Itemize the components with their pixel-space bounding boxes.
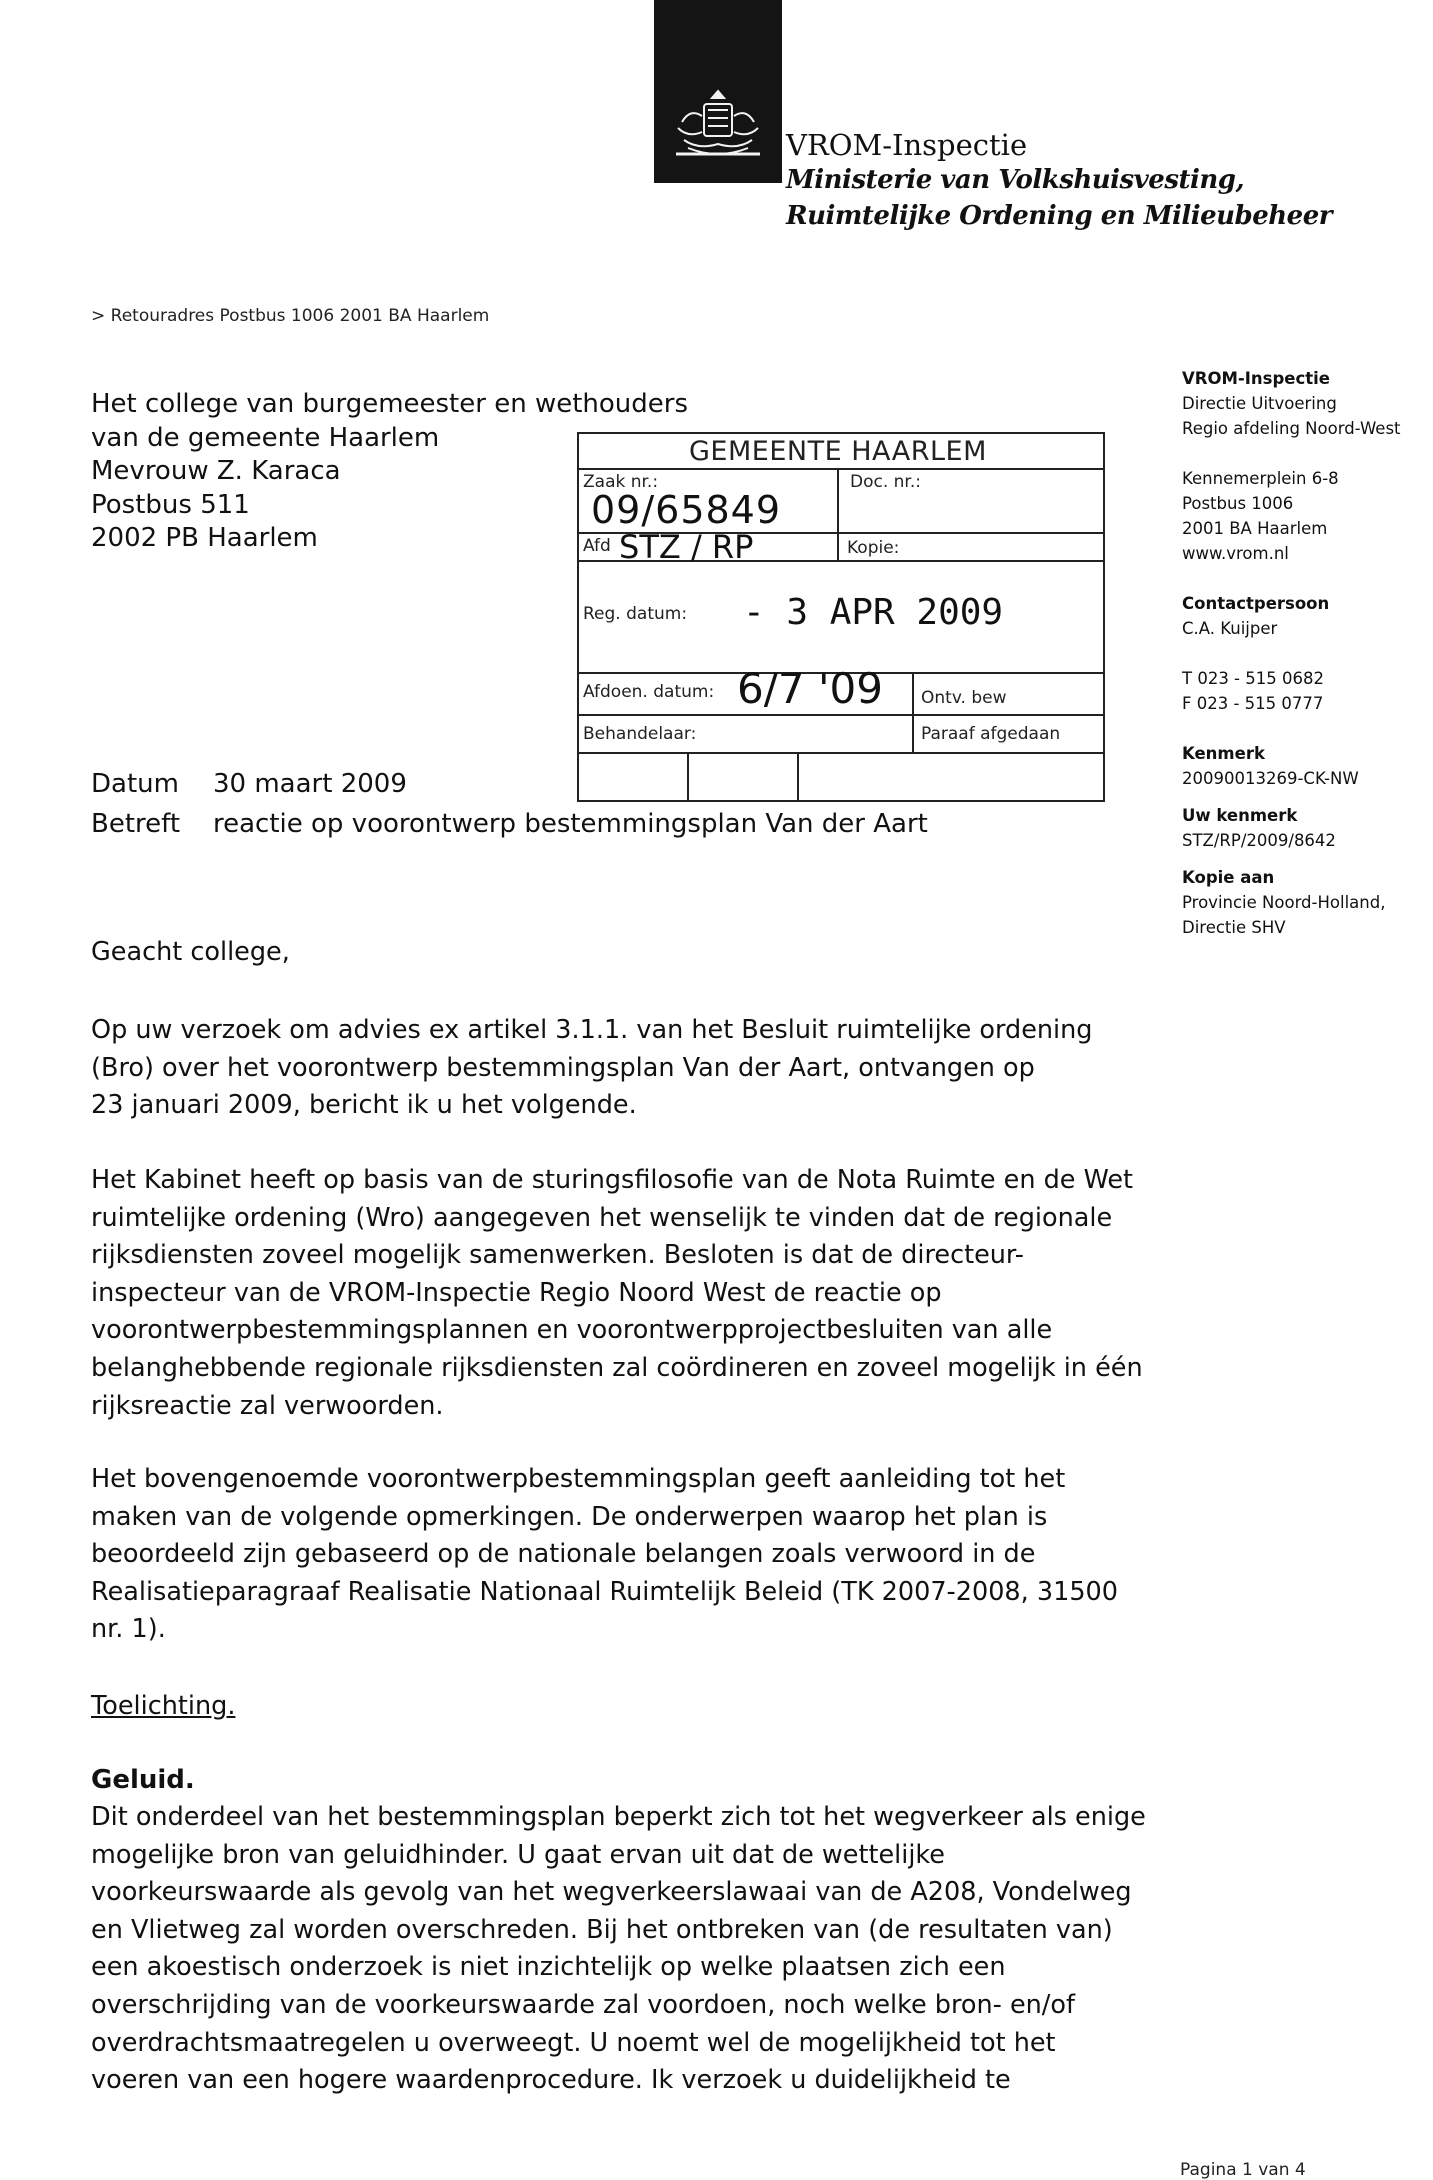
salutation: Geacht college, [91,937,290,967]
ministry-line2: Ruimtelijke Ordening en Milieubeheer [786,201,1332,231]
contact-label: Contactpersoon [1182,594,1330,613]
paragraph-3 [91,1461,1151,1649]
org-name: VROM-Inspectie [786,128,1028,162]
kopie-label: Kopie aan [1182,868,1275,887]
stamp-afd-label: Afd [583,536,611,556]
ministry-block [786,128,1332,234]
text-line: Realisatieparagraaf Realisatie Nationaal Ruimtelijk Beleid (TK 2007-2008, 31500 [91,1576,1118,1607]
recipient-line: Mevrouw Z. Karaca [91,456,341,486]
text-line: rijksdiensten zoveel mogelijk samenwerken. Besloten is dat de directeur- [91,1240,1024,1271]
stamp-title: GEMEENTE HAARLEM [689,436,987,467]
text-line: maken van de volgende opmerkingen. De onderwerpen waarop het plan is [91,1501,1048,1532]
return-address: > Retouradres Postbus 1006 2001 BA Haarlem [91,306,490,326]
stamp-ontv-label: Ontv. bew [921,688,1007,708]
ministry-line1: Ministerie van Volkshuisvesting, [786,165,1244,195]
text-line: beoordeeld zijn gebaseerd op de nationale belangen zoals verwoord in de [91,1539,1036,1570]
text-line: mogelijke bron van geluidhinder. U gaat ervan uit dat de wettelijke [91,1839,945,1870]
stamp-kopie-label: Kopie: [847,538,900,558]
logo-bar [654,0,782,183]
stamp-afdoen-value: 6/7 '09 [737,664,883,713]
paragraph-2 [91,1162,1151,1425]
text-line: Op uw verzoek om advies ex artikel 3.1.1. van het Besluit ruimtelijke ordening [91,1015,1093,1045]
text-line: 23 januari 2009, bericht ik u het volgende. [91,1090,637,1121]
recipient-line: 2002 PB Haarlem [91,523,318,553]
stamp-doc-label: Doc. nr.: [850,472,921,492]
sidebar-address: 2001 BA Haarlem [1182,519,1328,538]
sidebar-website: www.vrom.nl [1182,544,1289,563]
paragraph-1 [91,1012,1151,1125]
sidebar-org: VROM-Inspectie [1182,369,1330,388]
datum-label: Datum [91,769,179,799]
stamp-reg-label: Reg. datum: [583,604,688,624]
datum-value: 30 maart 2009 [213,769,407,799]
text-line: overschrijding van de voorkeurswaarde zal voordoen, noch welke bron- en/of [91,1989,1075,2020]
text-line: voorontwerpbestemmingsplannen en voorontwerpprojectbesluiten van alle [91,1315,1053,1346]
geluid-heading: Geluid. [91,1765,195,1795]
text-line: voorkeurswaarde als gevolg van het wegverkeerslawaai van de A208, Vondelweg [91,1877,1132,1908]
paragraph-4 [91,1799,1151,2100]
contact-fax: F 023 - 515 0777 [1182,694,1324,713]
betreft-value: reactie op voorontwerp bestemmingsplan Van der Aart [213,809,928,839]
text-line: Het bovengenoemde voorontwerpbestemmingsplan geeft aanleiding tot het [91,1464,1066,1494]
stamp-zaak-label: Zaak nr.: [583,472,659,492]
uw-kenmerk-value: STZ/RP/2009/8642 [1182,831,1336,850]
stamp-paraaf-label: Paraaf afgedaan [921,724,1061,744]
sidebar-directie: Directie Uitvoering [1182,394,1337,413]
text-line: rijksreactie zal verwoorden. [91,1390,444,1421]
text-line: Dit onderdeel van het bestemmingsplan beperkt zich tot het wegverkeer als enige [91,1802,1146,1832]
stamp-zaak-value: 09/65849 [591,488,782,532]
kopie-value: Provincie Noord-Holland, [1182,893,1386,912]
stamp-afdoen-label: Afdoen. datum: [583,682,715,702]
text-line: belanghebbende regionale rijksdiensten zal coördineren en zoveel mogelijk in één [91,1352,1143,1383]
sidebar-regio: Regio afdeling Noord-West [1182,419,1401,438]
text-line: en Vlietweg zal worden overschreden. Bij het ontbreken van (de resultaten van) [91,1914,1113,1945]
toelichting-heading: Toelichting. [91,1691,236,1721]
sender-sidebar [1182,366,1432,940]
text-line: ruimtelijke ordening (Wro) aangegeven het wenselijk te vinden dat de regionale [91,1202,1113,1233]
stamp-afd-value: STZ / RP [619,528,754,566]
stamp-behandelaar-label: Behandelaar: [583,724,697,744]
text-line: een akoestisch onderzoek is niet inzichtelijk op welke plaatsen zich een [91,1952,1006,1983]
receipt-stamp [567,432,1105,806]
text-line: inspecteur van de VROM-Inspectie Regio Noord West de reactie op [91,1277,942,1308]
contact-phone: T 023 - 515 0682 [1182,669,1324,688]
sidebar-address: Kennemerplein 6-8 [1182,469,1339,488]
kenmerk-label: Kenmerk [1182,744,1265,763]
kenmerk-value: 20090013269-CK-NW [1182,769,1359,788]
contact-name: C.A. Kuijper [1182,619,1278,638]
text-line: overdrachtsmaatregelen u overweegt. U noemt wel de mogelijkheid tot het [91,2027,1056,2058]
uw-kenmerk-label: Uw kenmerk [1182,806,1298,825]
text-line: (Bro) over het voorontwerp bestemmingsplan Van der Aart, ontvangen op [91,1052,1035,1083]
betreft-label: Betreft [91,809,181,839]
stamp-reg-value: - 3 APR 2009 [743,592,1004,633]
coat-of-arms-icon [668,88,768,168]
recipient-line: Het college van burgemeester en wethouders [91,389,688,419]
text-line: Het Kabinet heeft op basis van de sturingsfilosofie van de Nota Ruimte en de Wet [91,1165,1134,1195]
page-number: Pagina 1 van 4 [1180,2160,1306,2180]
recipient-line: Postbus 511 [91,489,250,520]
recipient-line: van de gemeente Haarlem [91,422,440,453]
text-line: nr. 1). [91,1614,166,1645]
sidebar-address: Postbus 1006 [1182,494,1294,513]
text-line: voeren van een hogere waardenprocedure. Ik verzoek u duidelijkheid te [91,2065,1011,2096]
kopie-value: Directie SHV [1182,918,1286,937]
